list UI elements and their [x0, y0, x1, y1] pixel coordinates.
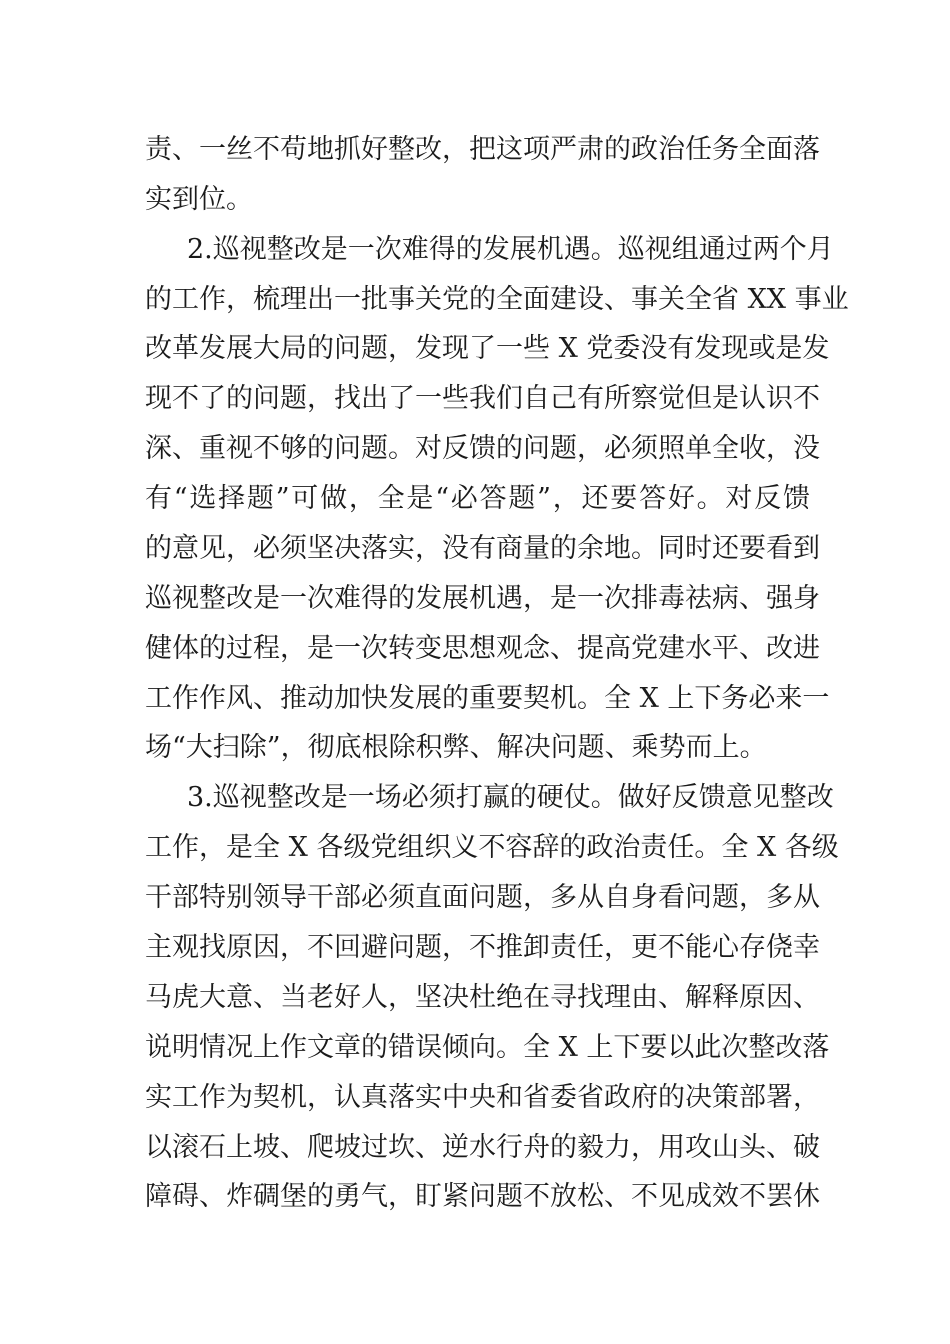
paragraph-heading-2: 2.巡视整改是一次难得的发展机遇。巡视组通过两个月 [187, 234, 834, 265]
paragraph-heading-3: 3.巡视整改是一场必须打赢的硬仗。做好反馈意见整改 [187, 782, 834, 813]
text-line: 现不了的问题，找出了一些我们自己有所察觉但是认识不 [145, 383, 820, 414]
text-line: 说明情况上作文章的错误倾向。全 X 上下要以此次整改落 [145, 1032, 830, 1063]
text-line: 障碍、炸碉堡的勇气，盯紧问题不放松、不见成效不罢休 [145, 1181, 820, 1212]
text-line: 深、重视不够的问题。对反馈的问题，必须照单全收，没 [145, 433, 820, 464]
text-line: 工作，是全 X 各级党组织义不容辞的政治责任。全 X 各级 [145, 832, 839, 863]
text-line: 干部特别领导干部必须直面问题，多从自身看问题，多从 [145, 882, 820, 913]
text-line: 实到位。 [145, 184, 253, 215]
text-line: 改革发展大局的问题，发现了一些 X 党委没有发现或是发 [145, 333, 830, 364]
text-line: 实工作为契机，认真落实中央和省委省政府的决策部署， [145, 1082, 820, 1113]
text-line: 场“大扫除”，彻底根除积弊、解决问题、乘势而上。 [145, 732, 767, 763]
text-line: 责、一丝不苟地抓好整改，把这项严肃的政治任务全面落 [145, 134, 820, 165]
text-line: 健体的过程，是一次转变思想观念、提高党建水平、改进 [145, 633, 820, 664]
text-line: 有“选择题”可做，全是“必答题”，还要答好。对反馈 [145, 483, 810, 514]
text-line: 以滚石上坡、爬坡过坎、逆水行舟的毅力，用攻山头、破 [145, 1132, 820, 1163]
text-line: 巡视整改是一次难得的发展机遇，是一次排毒祛病、强身 [145, 583, 820, 614]
text-line: 主观找原因，不回避问题，不推卸责任，更不能心存侥幸 [145, 932, 820, 963]
text-line: 的意见，必须坚决落实，没有商量的余地。同时还要看到 [145, 533, 820, 564]
text-line: 的工作，梳理出一批事关党的全面建设、事关全省 XX 事业 [145, 284, 849, 315]
text-line: 工作作风、推动加快发展的重要契机。全 X 上下务必来一 [145, 683, 830, 714]
text-line: 马虎大意、当老好人，坚决杜绝在寻找理由、解释原因、 [145, 982, 820, 1013]
